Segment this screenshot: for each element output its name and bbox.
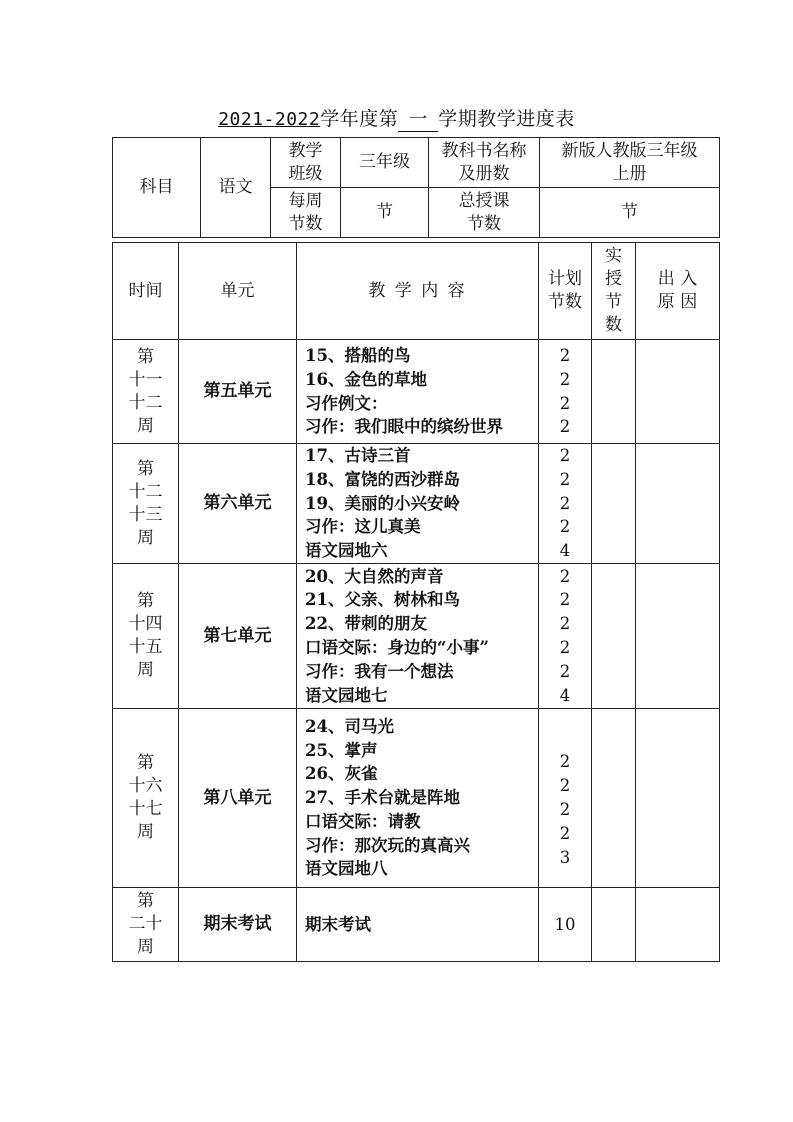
row-actual bbox=[592, 444, 636, 564]
row-content: 15、搭船的鸟 16、金色的草地 习作例文： 习作：我们眼中的缤纷世界 bbox=[297, 340, 539, 444]
row-unit: 第七单元 bbox=[179, 564, 297, 709]
textbook-value: 新版人教版三年级 上册 bbox=[540, 138, 720, 188]
row-reason bbox=[636, 444, 720, 564]
page-title bbox=[0, 104, 793, 132]
total-value: 节 bbox=[540, 188, 720, 238]
subject-label: 科目 bbox=[113, 138, 201, 238]
row-reason bbox=[636, 564, 720, 709]
class-label: 教学 班级 bbox=[271, 138, 341, 188]
row-unit: 期末考试 bbox=[179, 888, 297, 962]
subject-value: 语文 bbox=[201, 138, 271, 238]
table-row bbox=[113, 709, 720, 888]
col-reason: 出 入 原 因 bbox=[636, 243, 720, 340]
row-time: 第 十二 十三 周 bbox=[113, 444, 179, 564]
table-row bbox=[113, 340, 720, 444]
row-actual bbox=[592, 709, 636, 888]
class-value: 三年级 bbox=[341, 138, 429, 188]
row-time: 第 十六 十七 周 bbox=[113, 709, 179, 888]
row-content: 17、古诗三首 18、富饶的西沙群岛 19、美丽的小兴安岭 习作：这儿真美 语文园地六 bbox=[297, 444, 539, 564]
table-row bbox=[113, 564, 720, 709]
row-actual bbox=[592, 564, 636, 709]
row-content: 24、司马光 25、掌声 26、灰雀 27、手术台就是阵地 口语交际：请教 习作：那次玩的真高兴 语文园地八 bbox=[297, 709, 539, 888]
col-unit: 单元 bbox=[179, 243, 297, 340]
col-actual: 实 授 节 数 bbox=[592, 243, 636, 340]
row-unit: 第八单元 bbox=[179, 709, 297, 888]
header-table bbox=[112, 137, 720, 238]
col-content: 教 学 内 容 bbox=[297, 243, 539, 340]
col-planned: 计划 节数 bbox=[539, 243, 592, 340]
row-time: 第 十一 十二 周 bbox=[113, 340, 179, 444]
row-actual bbox=[592, 888, 636, 962]
total-label: 总授课 节数 bbox=[429, 188, 540, 238]
row-planned: 2 2 2 2 4 bbox=[539, 444, 592, 564]
row-content: 20、大自然的声音 21、父亲、树林和鸟 22、带刺的朋友 口语交际：身边的“小事” 习作：我有一个想法 语文园地七 bbox=[297, 564, 539, 709]
row-reason bbox=[636, 888, 720, 962]
weekly-label: 每周 节数 bbox=[271, 188, 341, 238]
col-time: 时间 bbox=[113, 243, 179, 340]
row-time: 第 二十 周 bbox=[113, 888, 179, 962]
table-row bbox=[113, 444, 720, 564]
row-time: 第 十四 十五 周 bbox=[113, 564, 179, 709]
title-years: 2021-2022 bbox=[218, 109, 321, 130]
title-semester: 一 bbox=[398, 104, 438, 132]
row-unit: 第五单元 bbox=[179, 340, 297, 444]
row-planned: 10 bbox=[539, 888, 592, 962]
title-text-1: 学年度第 bbox=[320, 108, 399, 130]
row-content: 期末考试 bbox=[297, 888, 539, 962]
row-planned: 2 2 2 2 3 bbox=[539, 709, 592, 888]
row-planned: 2 2 2 2 bbox=[539, 340, 592, 444]
row-actual bbox=[592, 340, 636, 444]
column-header-row bbox=[113, 243, 720, 340]
title-text-2: 学期教学进度表 bbox=[438, 108, 575, 130]
weekly-value: 节 bbox=[341, 188, 429, 238]
row-reason bbox=[636, 709, 720, 888]
textbook-label: 教科书名称 及册数 bbox=[429, 138, 540, 188]
row-reason bbox=[636, 340, 720, 444]
table-row bbox=[113, 888, 720, 962]
row-unit: 第六单元 bbox=[179, 444, 297, 564]
row-planned: 2 2 2 2 2 4 bbox=[539, 564, 592, 709]
schedule-table bbox=[112, 242, 720, 962]
